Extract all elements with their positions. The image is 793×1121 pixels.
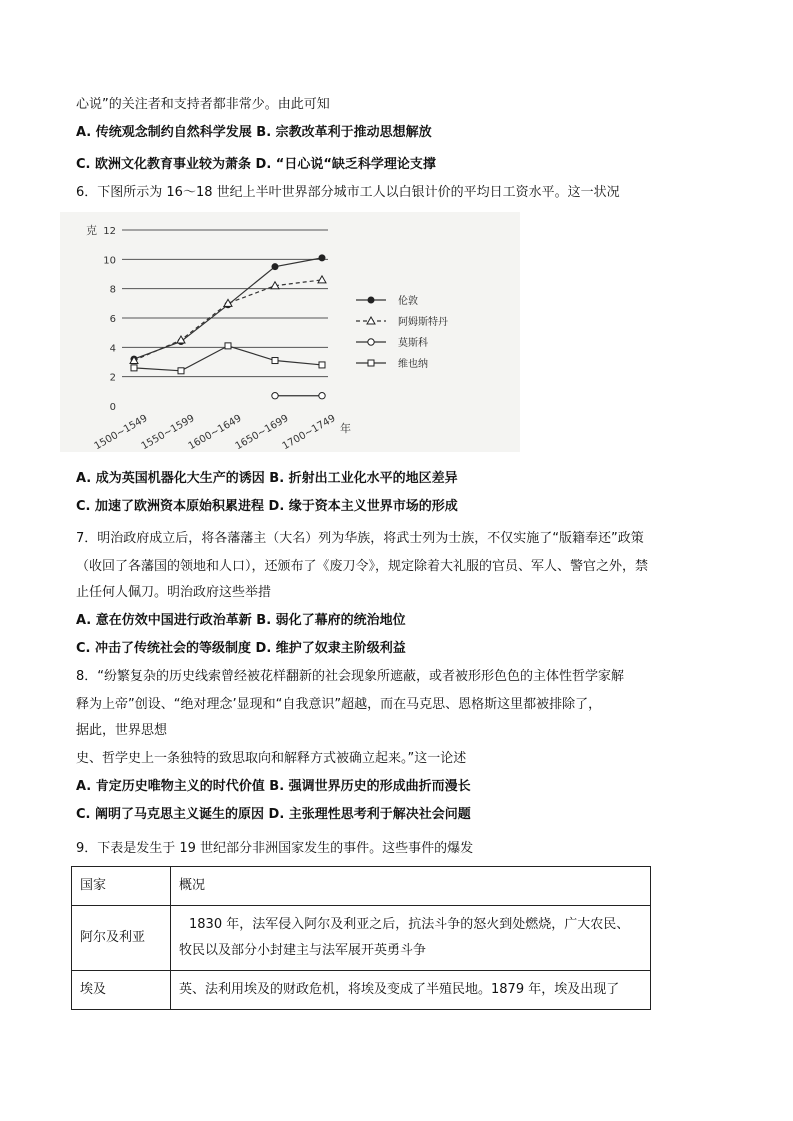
data-point <box>319 254 326 261</box>
legend-marker <box>368 339 374 345</box>
data-point <box>319 362 325 368</box>
q8-stem-line2: 释为上帝”创设、“绝对理念’显现和“自我意识”超越，而在马克思、恩格斯这里都被排除了， <box>76 697 602 712</box>
q8-stem-line4: 史、哲学史上一条独特的致思取向和解释方式被确立起来。”这一论述 <box>76 751 467 766</box>
data-point <box>318 276 326 283</box>
x-tick-label: 1700~1749 <box>280 413 338 452</box>
q9-events-table <box>71 866 651 1010</box>
y-tick-label: 0 <box>109 402 116 413</box>
q8-stem-line1: 8．“纷繁复杂的历史线索曾经被花样翻新的社会现象所遮蔽，或者被形形色色的主体性哲学家解 <box>76 669 625 684</box>
q7-options-ab[interactable]: A. 意在仿效中国进行政治革新 B. 弱化了幕府的统治地位 <box>76 613 406 628</box>
data-point <box>178 368 184 374</box>
y-tick-label: 2 <box>109 372 116 384</box>
q8-stem-line3: 据此，世界思想 <box>76 723 168 738</box>
q8-options-cd[interactable]: C. 阐明了马克思主义诞生的原因 D. 主张理性思考利于解决社会问题 <box>76 807 471 822</box>
wage-chart <box>60 212 520 452</box>
table-header-row <box>72 867 651 906</box>
data-point <box>319 393 325 399</box>
table-cell-country: 阿尔及利亚 <box>72 906 171 971</box>
table-cell-country: 埃及 <box>72 971 171 1010</box>
legend-label: 阿姆斯特丹 <box>398 317 448 328</box>
q5-options-ab[interactable]: A. 传统观念制约自然科学发展 B. 宗教改革利于推动思想解放 <box>76 125 432 140</box>
q7-stem-line1: 7．明治政府成立后，将各藩藩主（大名）列为华族，将武士列为士族，不仅实施了“版籍奉还”政策 <box>76 531 644 546</box>
q6-options-cd[interactable]: C. 加速了欧洲资本原始积累进程 D. 缘于资本主义世界市场的形成 <box>76 499 458 514</box>
y-tick-label: 6 <box>109 314 116 325</box>
q6-stem: 6．下图所示为 16～18 世纪上半叶世界部分城市工人以白银计价的平均日工资水平。这一状况 <box>76 185 620 200</box>
y-tick-label: 4 <box>109 343 116 355</box>
data-point <box>225 343 231 349</box>
q7-stem-line3: 止任何人佩刀。明治政府这些举措 <box>76 585 272 600</box>
table-row <box>72 971 651 1010</box>
y-axis-label: 克 <box>86 224 97 237</box>
summary-line: 1830 年，法军侵入阿尔及利亚之后，抗法斗争的怒火到处燃烧，广大农民、 <box>189 917 630 932</box>
q5-options-cd[interactable]: C. 欧洲文化教育事业较为萧条 D. “日心说“缺乏科学理论支撑 <box>76 157 436 172</box>
data-point <box>131 365 137 371</box>
table-header-country: 国家 <box>72 867 171 906</box>
q7-stem-line2: （收回了各藩国的领地和人口），还颁布了《废刀令》，规定除着大礼服的官员、军人、警官之外，禁 <box>76 559 649 574</box>
legend-label: 维也纳 <box>398 359 428 370</box>
q7-options-cd[interactable]: C. 冲击了传统社会的等级制度 D. 维护了奴隶主阶级利益 <box>76 641 406 656</box>
q9-stem: 9．下表是发生于 19 世纪部分非洲国家发生的事件。这些事件的爆发 <box>76 841 474 856</box>
legend-label: 莫斯科 <box>398 338 428 349</box>
legend-label: 伦敦 <box>398 296 418 307</box>
x-axis-label: 年 <box>340 422 351 435</box>
series-line <box>134 346 322 371</box>
wage-chart-svg <box>60 212 520 452</box>
x-tick-label: 1500~1549 <box>92 413 150 452</box>
q6-options-ab[interactable]: A. 成为英国机器化大生产的诱因 B. 折射出工业化水平的地区差异 <box>76 471 458 486</box>
q5-tail: 心说”的关注者和支持者都非常少。由此可知 <box>76 97 330 112</box>
data-point <box>272 358 278 364</box>
x-tick-label: 1550~1599 <box>139 413 197 452</box>
table-header-summary: 概况 <box>171 867 651 906</box>
table-row <box>72 906 651 971</box>
legend-marker <box>368 360 374 366</box>
y-tick-label: 10 <box>103 255 116 267</box>
x-tick-label: 1600~1649 <box>186 413 244 452</box>
x-tick-label: 1650~1699 <box>233 413 291 452</box>
table-cell-summary: 英、法利用埃及的财政危机，将埃及变成了半殖民地。1879 年，埃及出现了 <box>171 971 651 1010</box>
summary-line: 牧民以及部分小封建主与法军展开英勇斗争 <box>179 943 427 958</box>
data-point <box>272 263 279 270</box>
q8-options-ab[interactable]: A. 肯定历史唯物主义的时代价值 B. 强调世界历史的形成曲折而漫长 <box>76 779 471 794</box>
y-tick-label: 8 <box>109 284 116 296</box>
y-tick-label: 12 <box>103 226 116 237</box>
legend-marker <box>368 297 375 304</box>
table-cell-summary <box>171 906 651 971</box>
data-point <box>272 393 278 399</box>
